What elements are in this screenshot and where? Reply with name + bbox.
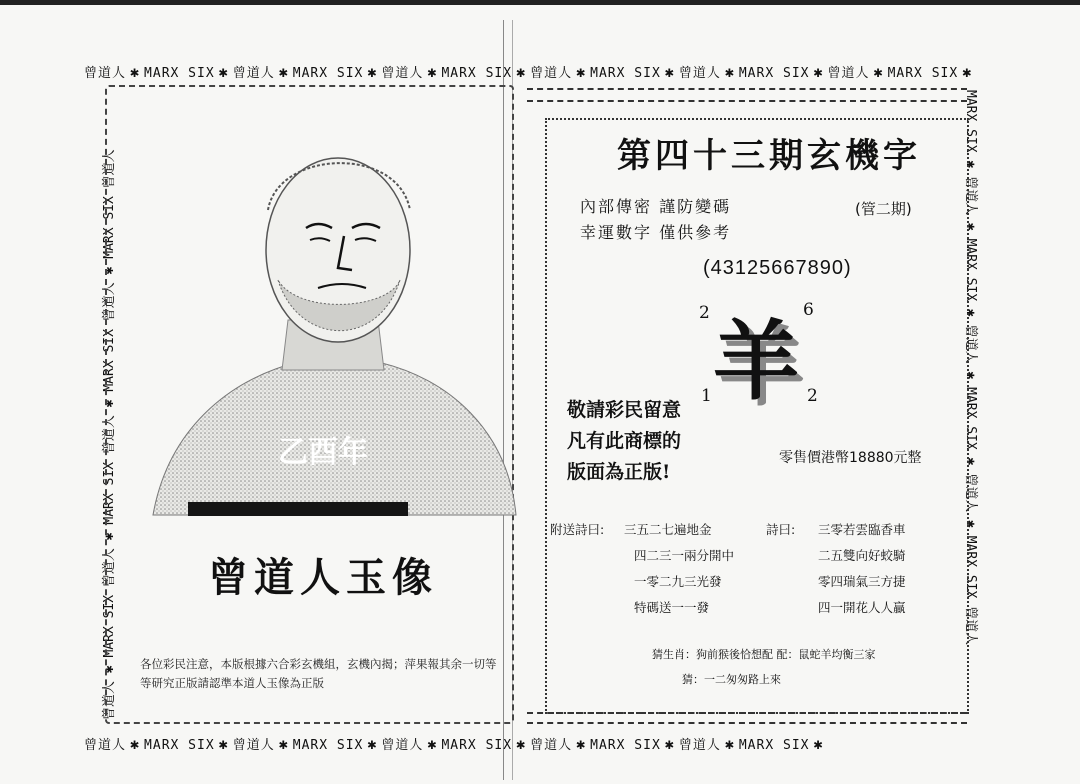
asterisk-icon: ✱ [724, 63, 735, 81]
band-text: 曾道人 [84, 66, 127, 81]
left-side-text: 曾道人 ✱ MARX SIX 曾道人 ✱ MARX SIX 曾道人 ✱ MARX SIX 曾道人 ✱ MARX SIX 曾道人 [102, 149, 117, 720]
portrait-black-bar [188, 502, 408, 516]
asterisk-icon: ✱ [367, 63, 378, 81]
authenticity-notice [567, 395, 681, 488]
band-text: 曾道人 [827, 66, 870, 81]
band-text: MARX SIX [738, 66, 810, 81]
band-text: 曾道人 [530, 66, 573, 81]
asterisk-icon: ✱ [278, 735, 289, 753]
poem-label-attached: 附送詩曰: [550, 522, 605, 537]
notice-line: 凡有此商標的 [567, 430, 682, 452]
retail-price: 零售價港幣18880元整 [779, 450, 922, 466]
poem-left-line: 四二三一兩分開中 [634, 548, 735, 563]
bottom-band [84, 734, 828, 753]
issue-title: 第四十三期玄機字 [617, 136, 921, 176]
band-text: MARX SIX [590, 738, 661, 753]
band-text: MARX SIX [144, 738, 215, 753]
asterisk-icon: ✱ [664, 63, 675, 81]
asterisk-icon: ✱ [576, 63, 587, 81]
right-top-wave-border [527, 88, 967, 102]
band-text: MARX SIX [441, 738, 513, 753]
goat-number-bottom-right: 2 [807, 386, 818, 406]
goat-number-top-left: 2 [699, 303, 710, 323]
asterisk-icon: ✱ [873, 63, 884, 81]
poem-left-line: 三五二七遍地金 [624, 522, 712, 537]
band-text: MARX SIX [144, 66, 215, 81]
top-band [84, 62, 976, 81]
poem-left-line: 特碼送一一發 [634, 600, 710, 615]
band-text: MARX SIX [292, 738, 364, 753]
poem-left-line: 一零二九三光發 [634, 574, 722, 589]
poem-right-line: 三零若雲臨香車 [818, 522, 906, 537]
notice-line: 敬請彩民留意 [567, 399, 682, 421]
asterisk-icon: ✱ [516, 63, 527, 81]
asterisk-icon: ✱ [218, 63, 229, 81]
band-text: 曾道人 [232, 738, 275, 753]
poem-right-line: 四一開花人人贏 [818, 600, 906, 615]
asterisk-icon: ✱ [130, 735, 141, 753]
asterisk-icon: ✱ [427, 735, 438, 753]
poem-right-line: 二五雙向好蛟騎 [818, 548, 906, 563]
band-text: MARX SIX [887, 66, 959, 81]
portrait-illustration [148, 140, 518, 520]
internal-line-2: 幸運數字 僅供參考 [580, 223, 732, 242]
goat-emblem [693, 300, 833, 410]
asterisk-icon: ✱ [576, 735, 587, 753]
notice-line: 版面為正版! [567, 461, 671, 483]
asterisk-icon: ✱ [516, 735, 527, 753]
statue-title: 曾道人玉像 [208, 554, 438, 601]
band-text: MARX SIX [590, 66, 661, 81]
asterisk-icon: ✱ [218, 735, 229, 753]
band-text: MARX SIX [738, 738, 810, 753]
band-text: 曾道人 [678, 738, 721, 753]
internal-line-1: 內部傳密 謹防變碼 [580, 197, 732, 216]
asterisk-icon: ✱ [130, 63, 141, 81]
year-badge: 乙酉年 [278, 435, 368, 470]
goat-number-top-right: 6 [803, 300, 814, 320]
asterisk-icon: ✱ [278, 63, 289, 81]
band-text: 曾道人 [530, 738, 573, 753]
top-edge-line [0, 0, 1080, 5]
asterisk-icon: ✱ [427, 63, 438, 81]
asterisk-icon: ✱ [724, 735, 735, 753]
lucky-digits: (43125667890) [703, 257, 852, 279]
band-text: 曾道人 [84, 738, 127, 753]
goat-number-bottom-left: 1 [701, 386, 712, 406]
asterisk-icon: ✱ [367, 735, 378, 753]
asterisk-icon: ✱ [962, 63, 973, 81]
poem-right-line: 零四瑞氣三方捷 [818, 574, 906, 589]
right-side-band [963, 90, 1008, 750]
asterisk-icon: ✱ [664, 735, 675, 753]
band-text: 曾道人 [678, 66, 721, 81]
statue-note: 各位彩民注意，本版根據六合彩玄機組，玄機內揭；萍果報其余一切等等研究正版請認準本道人玉像為正版 [140, 657, 497, 690]
goat-character: 羊 [713, 311, 799, 412]
left-side-band [78, 90, 117, 730]
right-side-text: MARX SIX ✱ 曾道人 ✱ MARX SIX ✱ 曾道人 ✱ MARX SIX ✱ 曾道人 ✱ MARX SIX 曾道人 [963, 90, 978, 646]
band-text: 曾道人 [381, 66, 424, 81]
guess-line-2: 猜：一二匆匆路上來 [682, 673, 781, 686]
period-note: (管二期) [855, 200, 912, 218]
poem-label-say: 詩曰: [766, 522, 796, 537]
asterisk-icon: ✱ [813, 63, 824, 81]
band-text: 曾道人 [232, 66, 275, 81]
band-text: MARX SIX [441, 66, 513, 81]
band-text: 曾道人 [381, 738, 424, 753]
guess-line-1: 猜生肖：狗前猴後恰想配 配：鼠蛇羊均衡三家 [652, 648, 876, 661]
asterisk-icon: ✱ [813, 735, 824, 753]
band-text: MARX SIX [292, 66, 364, 81]
